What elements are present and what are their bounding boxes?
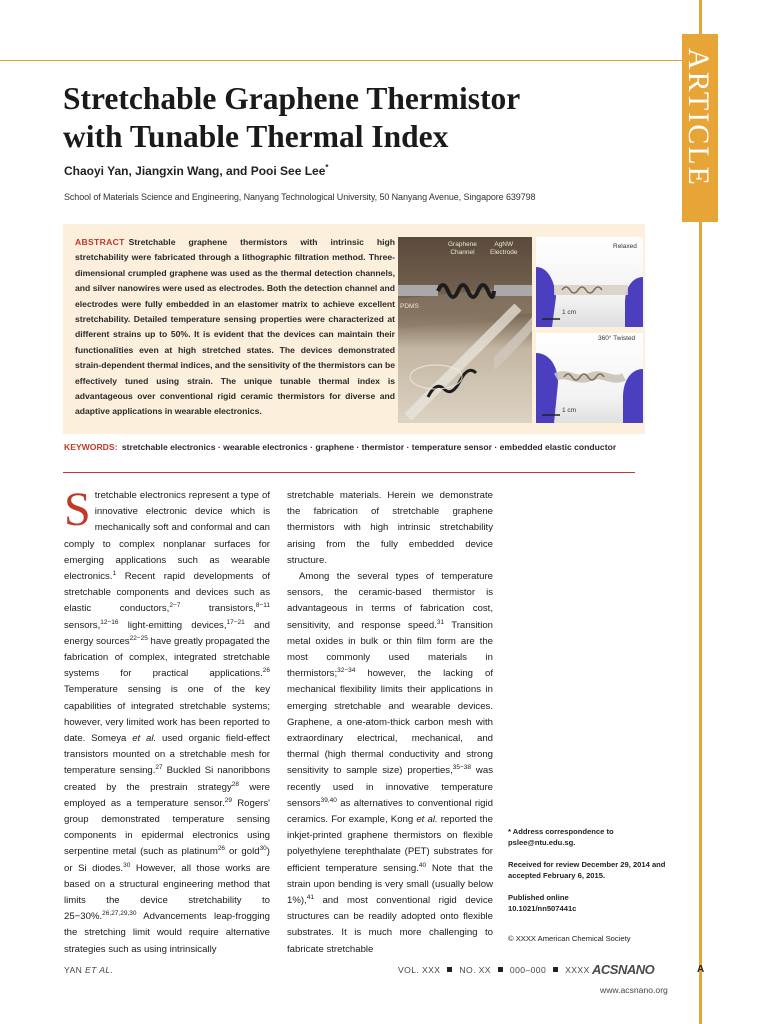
device-schematic-drawing xyxy=(398,237,532,423)
corresponding-author-mark: * xyxy=(325,163,329,172)
footer-separator xyxy=(447,967,452,972)
text-span: However, all those works are based on a structural engineering method that limits the device stretchability to 25−30%. xyxy=(64,862,270,923)
reference-mark: 35−38 xyxy=(452,764,472,772)
text-span: Transition metal oxides in bulk or thin film form are the most commonly used materials in thermistors; xyxy=(287,619,493,680)
page-number: A xyxy=(697,964,705,975)
correspondence-note: * Address correspondence to pslee@ntu.edu.sg. xyxy=(508,827,614,847)
journal-logo: ACSNANO xyxy=(592,962,655,977)
text-span: as alternatives to conventional rigid ceramics. For example, Kong xyxy=(287,797,493,826)
text-span: Temperature sensing is one of the key capabilities of integrated stretchable systems; however, very limited work has been reported to date. Someya xyxy=(64,684,270,745)
reference-mark: 28 xyxy=(231,780,239,788)
footer-citation xyxy=(398,965,590,975)
text-span: was recently used in innovative temperature sensors xyxy=(287,765,493,809)
paragraph-continued: stretchable materials. Herein we demonstrate the fabrication of stretchable graphene thermistors with high intrinsic stretchability arising from the fully embedded device structure. xyxy=(287,490,493,566)
footer-author-name: YAN xyxy=(64,965,83,975)
et-al: et al. xyxy=(416,814,438,826)
text-span: were employed as a temperature sensor. xyxy=(64,781,270,809)
text-span: sensors, xyxy=(64,619,101,631)
pdms-label: PDMS xyxy=(400,303,419,310)
relaxed-photo-drawing xyxy=(536,237,643,327)
body-column-left xyxy=(64,483,271,958)
text-span: Buckled Si nanoribbons created by the prestrain strategy xyxy=(64,765,271,793)
published-note xyxy=(508,892,668,914)
graphene-label-line-2: Channel xyxy=(450,249,475,256)
title-line-1: Stretchable Graphene Thermistor xyxy=(63,81,521,116)
et-al: et al. xyxy=(132,733,157,745)
reference-mark: 17−21 xyxy=(226,618,245,626)
text-span: however, the lacking of mechanical flexibility limits their applications in emerging stretchable and wearable devices. Graphene, a one-atom-thick carbon mesh with extraordinary electrical, mechanical, and thermal (high thermal conductivity and strong sensitivity to sample size) properties, xyxy=(287,668,493,777)
footer-et-al: ET AL. xyxy=(85,965,114,975)
author-list xyxy=(64,163,329,178)
text-span: and most conventional rigid device structures can be readily adopted onto flexible substrates. It is much more challenging to fabricate stretchable xyxy=(287,895,493,955)
abstract xyxy=(75,235,395,420)
footer-year: XXXX xyxy=(565,965,590,975)
device-schematic-image xyxy=(398,237,532,423)
text-span: or gold xyxy=(225,846,260,858)
twisted-label: 360° Twisted xyxy=(598,335,636,342)
twisted-photo xyxy=(536,333,643,423)
footer-issue: NO. XX xyxy=(459,965,491,975)
reference-mark: 27 xyxy=(155,764,163,772)
article-title xyxy=(63,80,663,156)
text-span: ) or Si diodes. xyxy=(64,846,270,874)
device-photos xyxy=(536,237,643,423)
text-span: and energy sources xyxy=(64,619,270,647)
reference-mark: 26 xyxy=(262,667,270,675)
reference-mark: 1 xyxy=(112,570,117,578)
footer-pages: 000–000 xyxy=(509,965,547,975)
agnw-label-line-1: AgNW xyxy=(494,241,514,248)
reference-mark: 29 xyxy=(224,796,232,804)
abstract-body: Stretchable graphene thermistors with intrinsic high stretchability were fabricated through a lithographic filtration method. Three-dimensional crumpled graphene was used as the thermal detection channels, and silver nanowires were used as electrodes. Both the detection channel and electrodes were fully embedded in an elastomer matrix to achieve excellent stretchability. Detailed temperature sensing properties were characterized at different strains up to 50%. It is evident that the devices can maintain their functionalities even at high stretched states. The devices demonstrated strain-dependent thermal indices, and the sensitivity of the thermistors can be effectively tuned using strain. The unique tunable thermal index is advantageous over conventional rigid ceramic thermistors for diverse and adaptive applications in wearable electronics. xyxy=(75,237,395,417)
reference-mark: 26,27,29,30 xyxy=(102,910,137,918)
dropcap: S xyxy=(64,483,91,536)
footer-separator xyxy=(498,967,503,972)
relaxed-label: Relaxed xyxy=(613,243,637,250)
reference-mark: 2−7 xyxy=(169,602,181,610)
title-line-2: with Tunable Thermal Index xyxy=(63,119,449,154)
text-span: Among the several types of temperature sensors, the ceramic-based thermistor is advantageous in terms of fabrication cost, sensitivity, and response speed. xyxy=(287,571,493,631)
keywords-list: stretchable electronics · wearable electronics · graphene · thermistor · temperature sensor · embedded elastic conductor xyxy=(121,442,617,452)
footer-volume: VOL. XXX xyxy=(398,965,441,975)
top-rule xyxy=(0,60,682,61)
agnw-electrode-label xyxy=(490,241,517,257)
reference-mark: 40 xyxy=(418,861,427,869)
keywords xyxy=(64,441,634,454)
text-span: Note that the strain upon bending is very small (usually below 1%), xyxy=(287,862,493,907)
keywords-label: KEYWORDS: xyxy=(64,442,118,452)
text-span: transistors, xyxy=(180,603,256,615)
reference-mark: 31 xyxy=(436,618,445,626)
graphene-label-line-1: Graphene xyxy=(448,241,477,248)
reference-mark: 30 xyxy=(259,845,267,853)
author-names: Chaoyi Yan, Jiangxin Wang, and Pooi See Lee xyxy=(64,164,326,178)
reference-mark: 12−16 xyxy=(100,618,119,626)
text-span: Recent rapid developments of stretchable components and devices such as elastic conductors, xyxy=(64,571,270,615)
keywords-divider xyxy=(63,472,635,473)
footer-separator xyxy=(553,967,558,972)
affiliation: School of Materials Science and Engineering, Nanyang Technological University, 50 Nanyang Avenue, Singapore 639798 xyxy=(64,192,536,202)
journal-url[interactable]: www.acsnano.org xyxy=(600,985,668,995)
twisted-photo-drawing xyxy=(536,333,643,423)
received-note: Received for review December 29, 2014 and accepted February 6, 2015. xyxy=(508,860,666,880)
agnw-label-line-2: Electrode xyxy=(490,249,518,256)
copyright-note: © XXXX American Chemical Society xyxy=(508,934,631,943)
published-label: Published online xyxy=(508,893,569,902)
reference-mark: 32−34 xyxy=(337,667,356,675)
footer-author xyxy=(64,965,113,975)
body-column-middle xyxy=(287,488,493,958)
text-span: light-emitting devices, xyxy=(118,619,227,631)
reference-mark: 41 xyxy=(306,894,314,902)
article-side-tab xyxy=(682,0,718,1024)
thermistor-paragraph xyxy=(287,569,493,958)
relaxed-photo xyxy=(536,237,643,327)
reference-mark: 39,40 xyxy=(320,796,337,804)
side-notes xyxy=(508,826,668,944)
text-span: Advancements leap-frogging the stretching limit would require alternative strategies such as using intrinsically xyxy=(64,911,270,955)
text-span: have greatly propagated the fabrication of complex, integrated stretchable systems for practical applications. xyxy=(64,635,271,680)
text-span: used organic field-effect transistors mounted on a stretchable mesh for temperature sensing. xyxy=(64,733,270,777)
reference-mark: 30 xyxy=(123,861,131,869)
text-span: tretchable electronics represent a type of innovative electronic device which is mechanically soft and conformal and can comply to complex nonplanar surfaces for emerging applications such as wearable electronics. xyxy=(64,490,270,583)
reference-mark: 26 xyxy=(217,845,226,853)
relaxed-scale-label: 1 cm xyxy=(562,309,577,316)
side-tab-label: ARTICLE xyxy=(682,48,715,187)
graphene-channel-label xyxy=(448,241,477,257)
abstract-label: ABSTRACT xyxy=(75,237,125,247)
text-span: reported the inkjet-printed graphene thermistors on flexible polyethylene terephthalate (PET) substrates for efficient temperature sensing. xyxy=(287,814,493,874)
reference-mark: 22−25 xyxy=(129,634,148,642)
doi: 10.1021/nn507441c xyxy=(508,904,577,913)
intro-paragraph xyxy=(64,483,271,958)
twisted-scale-label: 1 cm xyxy=(562,407,577,414)
text-span: Rogers' group demonstrated temperature sensing components in epidermal electronics using serpentine metal (such as platinum xyxy=(64,797,270,858)
reference-mark: 8−11 xyxy=(255,602,270,610)
